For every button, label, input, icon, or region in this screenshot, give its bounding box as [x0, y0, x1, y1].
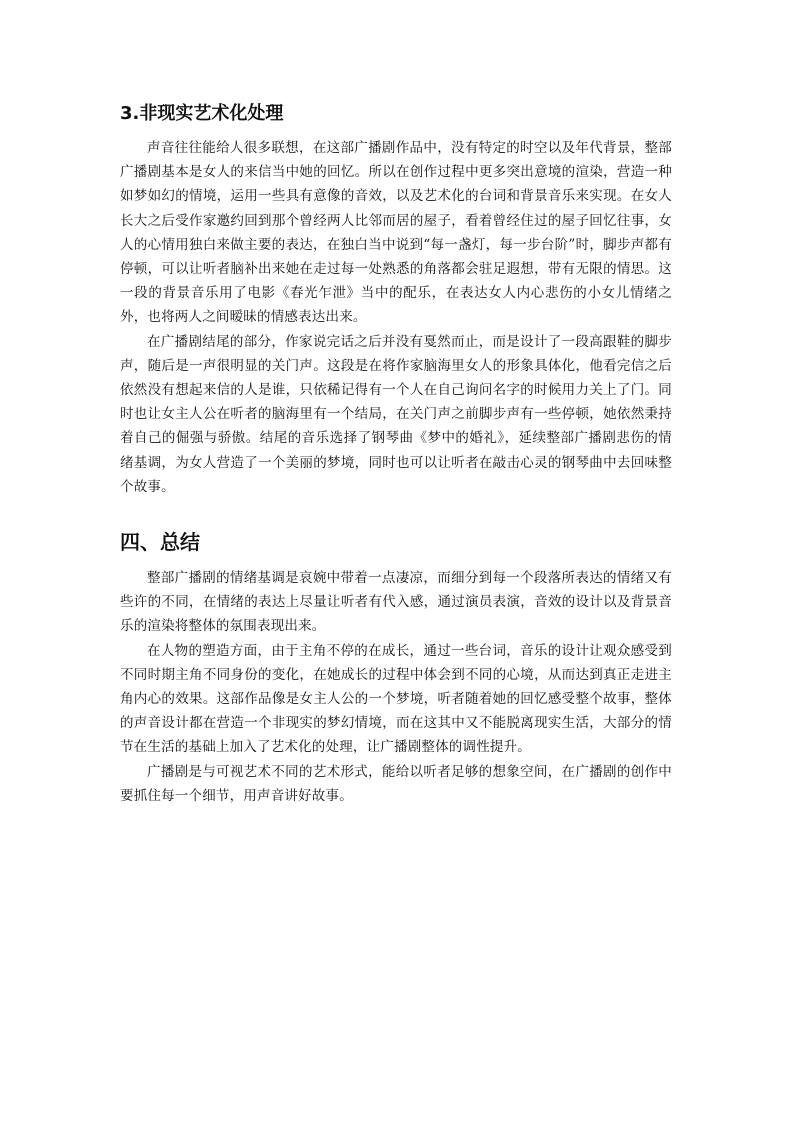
body-paragraph: 声音往往能给人很多联想，在这部广播剧作品中，没有特定的时空以及年代背景，整部广播剧基本是女人的来信当中她的回忆。所以在创作过程中更多突出意境的渲染，营造一种如梦如幻的情境，运用一些具有意像的音效，以及艺术化的台词和背景音乐来实现。在女人长大之后受作家邀约回到那个曾经两人比邻而居的屋子，看着曾经住过的屋子回忆往事，女人的心情用独白来做主要的表达，在独白当中说到“每一盏灯，每一步台阶”时，脚步声都有停顿，可以让听者脑补出来她在走过每一处熟悉的角落都会驻足遐想，带有无限的情思。这一段的背景音乐用了电影《春光乍泄》当中的配乐，在表达女人内心悲伤的小女儿情绪之外，也将两人之间暧昧的情感表达出来。	[120, 140, 672, 326]
subsection-title: 3.非现实艺术化处理	[120, 103, 284, 124]
section-title: 四、总结	[120, 530, 200, 555]
body-paragraph: 整部广播剧的情绪基调是哀婉中带着一点凄凉，而细分到每一个段落所表达的情绪又有些许的不同，在情绪的表达上尽量让听者有代入感，通过演员表演，音效的设计以及背景音乐的渲染将整体的氛围表现出来。	[120, 570, 672, 635]
page-content	[120, 100, 672, 808]
body-paragraph: 在人物的塑造方面，由于主角不停的在成长，通过一些台词，音乐的设计让观众感受到不同时期主角不同身份的变化，在她成长的过程中体会到不同的心境，从而达到真正走进主角内心的效果。这部作品像是女主人公的一个梦境，听者随着她的回忆感受整个故事，整体的声音设计都在营造一个非现实的梦幻情境，而在这其中又不能脱离现实生活，大部分的情节在生活的基础上加入了艺术化的处理，让广播剧整体的调性提升。	[120, 642, 672, 756]
body-paragraph: 广播剧是与可视艺术不同的艺术形式，能给以听者足够的想象空间，在广播剧的创作中要抓住每一个细节，用声音讲好故事。	[120, 763, 672, 804]
body-paragraph: 在广播剧结尾的部分，作家说完话之后并没有戛然而止，而是设计了一段高跟鞋的脚步声，随后是一声很明显的关门声。这段是在将作家脑海里女人的形象具体化，他看完信之后依然没有想起来信的人是谁，只依稀记得有一个人在自己询问名字的时候用力关上了门。同时也让女主人公在听者的脑海里有一个结局，在关门声之前脚步声有一些停顿，她依然秉持着自己的倔强与骄傲。结尾的音乐选择了钢琴曲《梦中的婚礼》，延续整部广播剧悲伤的情绪基调，为女人营造了一个美丽的梦境，同时也可以让听者在敲击心灵的钢琴曲中去回味整个故事。	[120, 333, 672, 495]
